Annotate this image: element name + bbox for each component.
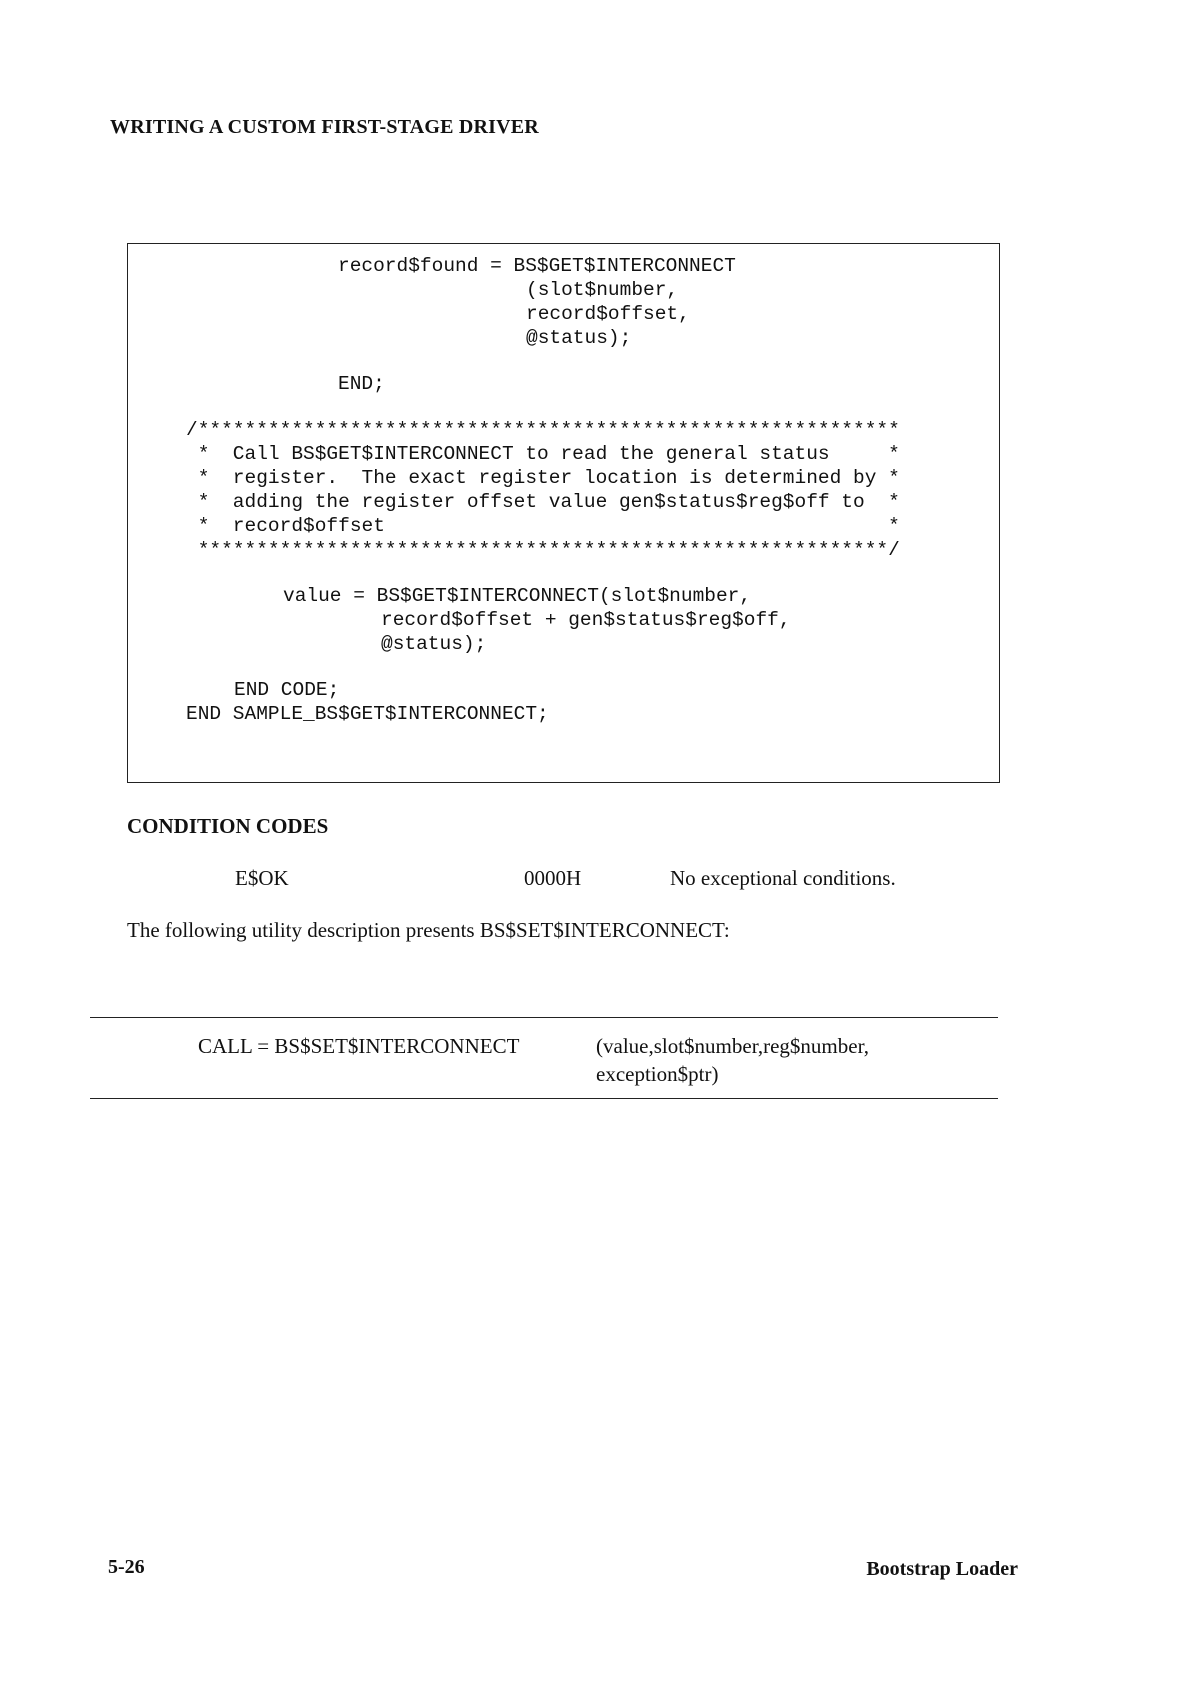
call-syntax: CALL = BS$SET$INTERCONNECT	[198, 1034, 520, 1058]
call-params-line1: (value,slot$number,reg$number,	[596, 1034, 869, 1058]
comment-line: /************************************************************	[186, 419, 900, 441]
code-line: (slot$number,	[526, 279, 679, 301]
code-line: @status);	[381, 633, 487, 655]
condition-codes-title: CONDITION CODES	[127, 814, 329, 838]
code-line: @status);	[526, 327, 632, 349]
code-line: record$found = BS$GET$INTERCONNECT	[338, 255, 736, 277]
code-listing-box	[127, 243, 1000, 783]
comment-line: * register. The exact register location is determined by *	[186, 467, 900, 489]
condition-code-name: E$OK	[235, 866, 289, 890]
comment-line: * adding the register offset value gen$status$reg$off to *	[186, 491, 900, 513]
comment-line: ***********************************************************/	[186, 539, 900, 561]
comment-line: * Call BS$GET$INTERCONNECT to read the general status *	[186, 443, 900, 465]
comment-line: * record$offset *	[186, 515, 900, 537]
code-line: record$offset + gen$status$reg$off,	[381, 609, 791, 631]
section-header: WRITING A CUSTOM FIRST-STAGE DRIVER	[110, 116, 539, 138]
code-line: record$offset,	[526, 303, 690, 325]
intro-paragraph: The following utility description presents BS$SET$INTERCONNECT:	[127, 918, 730, 942]
code-line: END CODE;	[234, 679, 340, 701]
call-params-line2: exception$ptr)	[596, 1062, 719, 1086]
code-line: value = BS$GET$INTERCONNECT(slot$number,	[283, 585, 752, 607]
condition-code-description: No exceptional conditions.	[670, 866, 896, 890]
code-line: END SAMPLE_BS$GET$INTERCONNECT;	[186, 703, 549, 725]
page-number: 5-26	[108, 1556, 145, 1578]
condition-code-value: 0000H	[524, 866, 582, 890]
call-box-bottom-rule	[90, 1098, 998, 1099]
call-box-top-rule	[90, 1017, 998, 1018]
code-line: END;	[338, 373, 385, 395]
chapter-title: Bootstrap Loader	[866, 1558, 1018, 1580]
